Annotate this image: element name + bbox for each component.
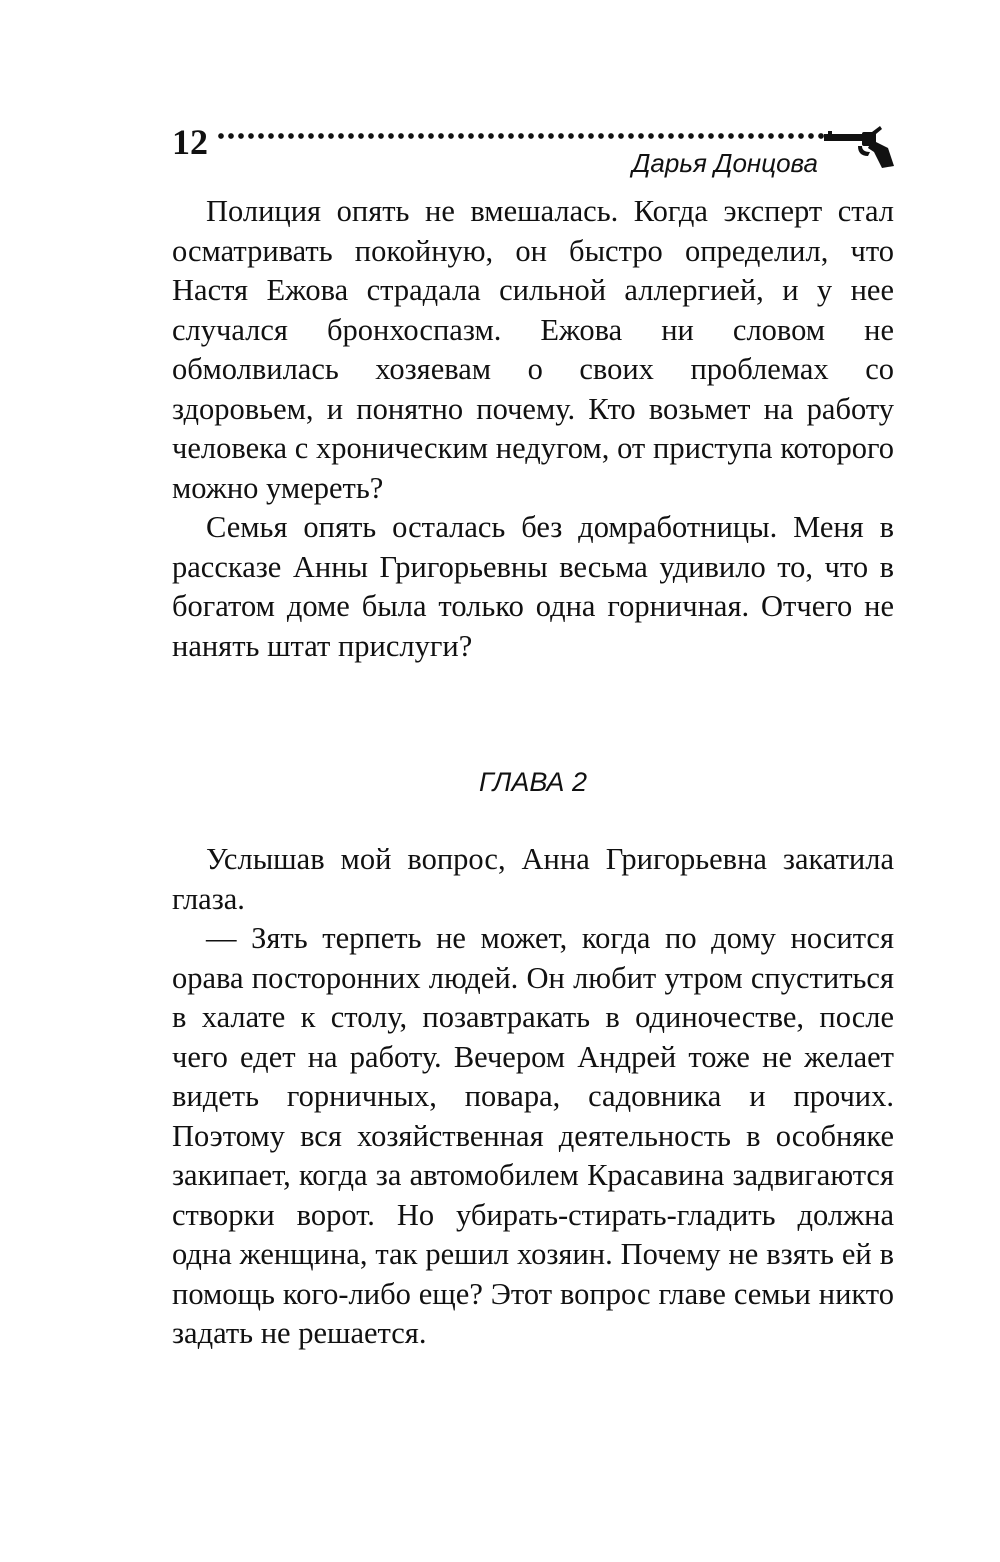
paragraph: Услышав мой вопрос, Анна Григорьевна закатила глаза. [172,842,894,916]
running-head-author: Дарья Донцова [632,148,818,178]
paragraph: Полиция опять не вмешалась. Когда эксперт стал осматривать покойную, он быстро определил, что Настя Ежова страдала сильной аллергией, и у нее случался бронхоспазм. Ежова ни словом не обмолвилась хозяевам о своих проблемах со здоровьем, и понятно почему. Кто возьмет на работу человека с хроническим недугом, от приступа которого можно умереть? [172,194,894,505]
paragraph: — Зять терпеть не может, когда по дому носится орава посторонних людей. Он любит утром спуститься в халате к столу, позавтракать в одиночестве, после чего едет на работу. Вечером Андрей тоже не желает видеть горничных, повара, садовника и прочих. Поэтому вся хозяйственная деятельность в особняке закипает, когда за автомобилем Красавина задвигаются створки ворот. Но убирать-стирать-гладить должна одна женщина, так решил хозяин. Почему не взять ей в помощь кого-либо еще? Этот вопрос главе семьи никто задать не решается. [172,921,894,1350]
chapter-title: ГЛАВА 2 [479,767,587,797]
header-dotted-rule [216,132,826,140]
text-section-two [172,840,894,1354]
text-section-one [172,192,894,666]
page-number: 12 [172,122,208,162]
revolver-icon [822,122,894,170]
paragraph: Семья опять осталась без домработницы. Меня в рассказе Анны Григорьевны весьма удивило то, что в богатом доме была только одна горничная. Отчего не нанять штат прислуги? [172,510,894,663]
